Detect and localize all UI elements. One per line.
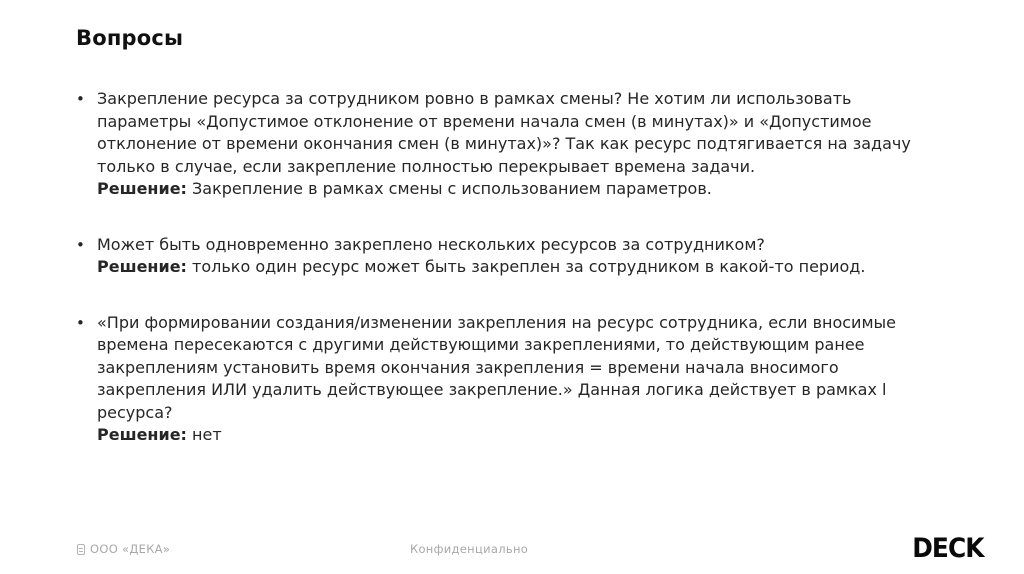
solution-text: нет [186, 425, 222, 444]
solution-text: Закрепление в рамках смены с использованием параметров. [186, 179, 712, 198]
list-item [76, 312, 944, 447]
bullet-icon: • [76, 235, 85, 254]
deck-logo: DECK [912, 533, 984, 564]
solution-line [97, 424, 942, 447]
bullet-list [76, 88, 944, 447]
bullet-body [97, 88, 942, 201]
question-text: Закрепление ресурса за сотрудником ровно в рамках смены? Не хотим ли использовать параметры «Допустимое отклонение от времени начала смен (в минутах)» и «Допустимое отклонение от времени окончания смен (в минутах)»? Так как ресурс подтягивается на задачу только в случае, если закрепление полностью перекрывает времена задачи. [97, 89, 911, 176]
confidential-label: Конфиденциально [410, 542, 529, 556]
bullet-icon: • [76, 313, 85, 332]
list-item [76, 234, 944, 279]
question-text: Может быть одновременно закреплено нескольких ресурсов за сотрудником? [97, 234, 765, 254]
question-text: «При формировании создания/изменении закрепления на ресурс сотрудника, если вносимые времена пересекаются с другими действующими закреплениями, то действующим ранее закреплениям установить время окончания закрепления = времени начала вносимого закрепления ИЛИ удалить действующее закрепление.» Данная логика действует в рамках l ресурса? [97, 312, 896, 422]
company-mark-icon [77, 544, 85, 555]
slide-footer [0, 526, 1024, 574]
solution-text: только один ресурс может быть закреплен за сотрудником в какой-то период. [186, 257, 866, 276]
bullet-body [97, 312, 942, 447]
solution-label: Решение: [97, 425, 187, 444]
page-title: Вопросы [76, 26, 184, 50]
solution-line [97, 256, 942, 279]
company-name: ООО «ДЕКА» [90, 542, 171, 556]
bullet-icon: • [76, 90, 85, 108]
slide-content [76, 26, 944, 480]
list-item [76, 88, 944, 201]
bullet-body [97, 234, 942, 279]
footer-company [77, 542, 170, 556]
solution-label: Решение: [97, 179, 187, 198]
solution-line [97, 178, 942, 201]
solution-label: Решение: [97, 257, 187, 276]
